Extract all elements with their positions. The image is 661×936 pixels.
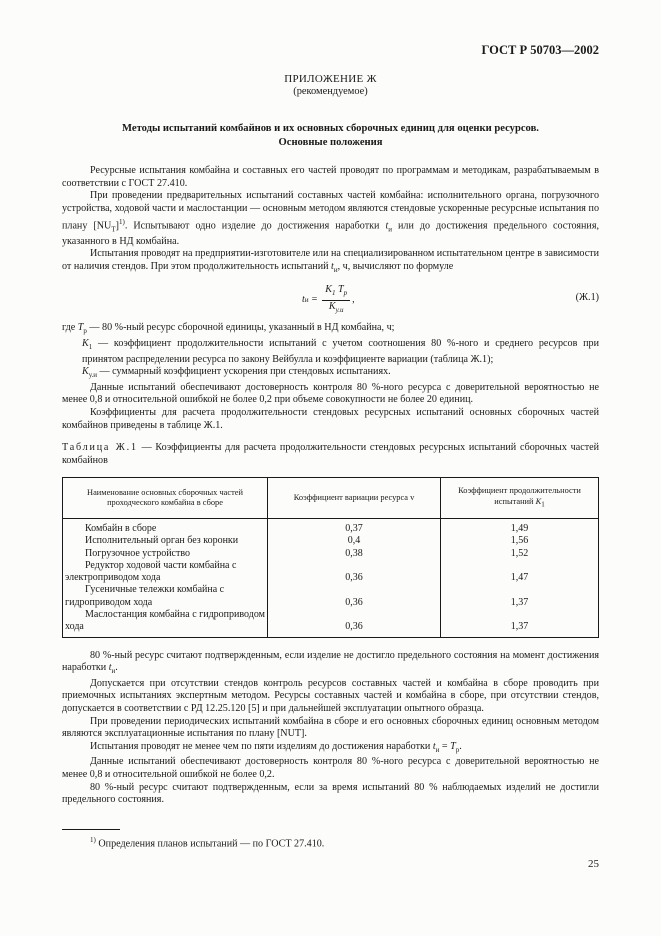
page-number: 25	[588, 858, 599, 870]
table-row: Погрузочное устройство 0,38 1,52	[63, 548, 599, 560]
header-part-name: Наименование основных сборочных частей проходческого комбайна в сборе	[63, 478, 268, 519]
footnote-divider	[62, 829, 120, 830]
paragraph-4: Данные испытаний обеспечивают достоверность контроля 80 %-ного ресурса с доверительной вероятностью не менее 0,8 и относительной ошибкой не более 0,2 при объеме совокупности не более 20 единиц.	[62, 381, 599, 406]
paragraph-7: Допускается при отсутствии стендов контроль ресурсов составных частей и комбайна в сборе проводить при приемочных испытаниях экспертным методом. Ресурсы составных частей и комбайна в сборе, при отсутствии стендов, допускается в соответствии с РД 12.25.120 [5] и при дальнейшей эксплуатации опытного образца.	[62, 677, 599, 715]
title-line-1: Методы испытаний комбайнов и их основных сборочных единиц для оценки ресурсов.	[122, 123, 539, 135]
paragraph-5: Коэффициенты для расчета продолжительности стендовых ресурсных испытаний основных сборочных частей комбайнов приведены в таблице Ж.1.	[62, 406, 599, 431]
paragraph-3: Испытания проводят на предприятии-изготовителе или на специализированном испытательном центре в зависимости от наличия стендов. При этом продолжительность испытаний $t_и$, ч, вычисляют по формуле	[62, 248, 599, 274]
table-row: Исполнительный орган без коронки 0,4 1,56	[63, 535, 599, 547]
formula-legend	[62, 322, 599, 381]
table-row: Редуктор ходовой части комбайна с электроприводом хода 0,36 1,47	[63, 560, 599, 585]
appendix-label: ПРИЛОЖЕНИЕ Ж	[284, 73, 377, 85]
footnote: $^{1)}$ Определения планов испытаний — по ГОСТ 27.410.	[90, 835, 325, 850]
intro-section	[62, 165, 599, 276]
formula-block	[62, 282, 599, 318]
paragraph-6: 80 %-ный ресурс считают подтвержденным, если изделие не достигло предельного состояния на момент достижения наработки $t_и$.	[62, 649, 599, 676]
table-row: Маслостанция комбайна с гидроприводом хода 0,36 1,37	[63, 609, 599, 637]
appendix-status: (рекомендуемое)	[293, 85, 368, 97]
table-caption: Таблица Ж.1 — Коэффициенты для расчета продолжительности стендовых ресурсных испытаний сборочных частей комбайнов	[62, 442, 599, 466]
page-body	[62, 40, 599, 851]
table-row: Комбайн в сборе 0,37 1,49	[63, 518, 599, 535]
paragraph-1: Ресурсные испытания комбайна и составных его частей проводят по программам и методикам, разрабатываемым в соответствии с ГОСТ 27.410.	[62, 165, 599, 189]
paragraph-2: При проведении предварительных испытаний составных частей комбайна: исполнительного органа, погрузочного устройства, ходовой части и маслостанции — основным методом являются стендовые ускоренные ресурсные испытания по плану $[NU_Т]^{1)}$. Испытывают одно изделие до достижения наработки $t_и$ или до достижения предельного состояния, указанного в НД комбайна.	[62, 190, 600, 247]
coefficients-table	[62, 477, 599, 637]
appendix-title	[62, 122, 599, 149]
formula: t и = $\frac{K_1 T_p}{K_{у.и}}$ ,	[302, 284, 355, 316]
legend-item-k1: $K_1$ — коэффициент продолжительности испытаний с учетом соотношения 80 %-ного и среднего ресурсов при принятом распределении ресурса по закону Вейбулла и коэффициенте вариации (таблица Ж.1);	[82, 337, 599, 365]
legend-item-tp: где $T_р$ — 80 %-ный ресурс сборочной единицы, указанный в НД комбайна, ч;	[62, 322, 395, 336]
formula-fraction: $\frac{K_1 T_p}{K_{у.и}}$	[322, 284, 350, 316]
paragraph-8: При проведении периодических испытаний комбайна в сборе и его основных сборочных единиц основным методом являются эксплуатационные испытания по плану [NUT].	[62, 715, 599, 740]
legend-item-kui: $K_{у.и}$ — суммарный коэффициент ускорения при стендовых испытаниях.	[82, 366, 391, 380]
header-duration-coef: Коэффициент продолжительности испытаний $K_1$	[441, 478, 599, 519]
header-variation: Коэффициент вариации ресурса v	[268, 478, 441, 519]
closing-section	[62, 650, 599, 807]
paragraph-10: Данные испытаний обеспечивают достоверность контроля 80 %-ного ресурса с доверительной вероятностью не менее 0,8 и относительной ошибкой не более 0,2.	[62, 756, 599, 781]
paragraph-11: 80 %-ный ресурс считают подтвержденным, если за время испытаний 80 % наблюдаемых изделий не достигли предельного состояния.	[62, 781, 599, 806]
paragraph-9: Испытания проводят не менее чем по пяти изделиям до достижения наработки $t_и = T_р$.	[90, 740, 462, 754]
formula-number: (Ж.1)	[575, 292, 599, 304]
standard-designation: ГОСТ Р 50703—2002	[481, 43, 599, 57]
title-line-2: Основные положения	[278, 136, 383, 148]
table-row: Гусеничные тележки комбайна с гидроприводом хода 0,36 1,37	[63, 584, 599, 609]
